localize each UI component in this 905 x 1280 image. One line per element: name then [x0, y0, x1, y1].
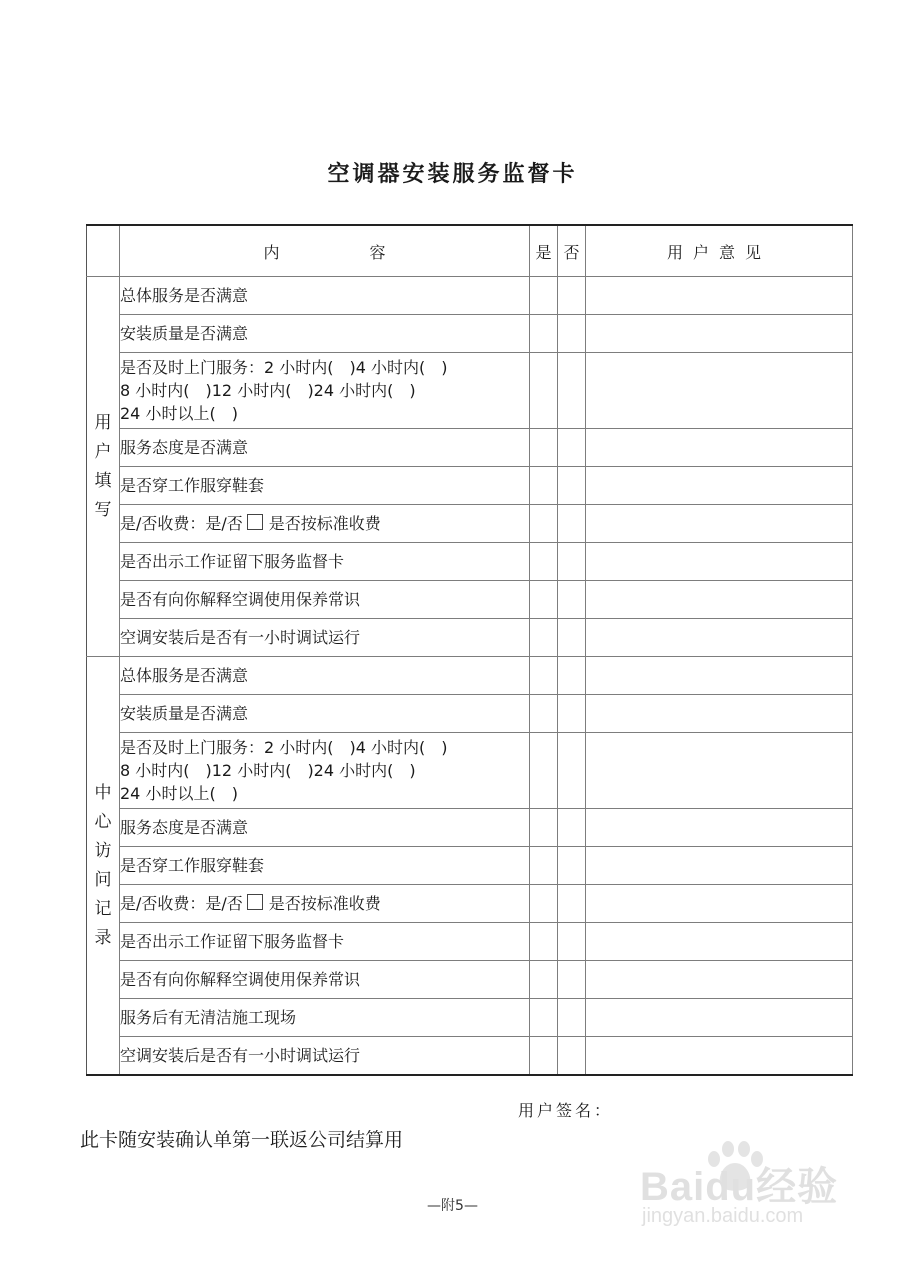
table-row — [87, 885, 853, 923]
opinion-cell[interactable] — [586, 277, 853, 315]
opinion-cell[interactable] — [586, 1037, 853, 1076]
opinion-cell[interactable] — [586, 961, 853, 999]
yes-cell[interactable] — [530, 505, 558, 543]
yes-cell[interactable] — [530, 961, 558, 999]
table-row — [87, 581, 853, 619]
supervision-table — [86, 224, 853, 1076]
yes-cell[interactable] — [530, 847, 558, 885]
settlement-note: 此卡随安装确认单第一联返公司结算用 — [80, 1129, 404, 1151]
table-row — [87, 619, 853, 657]
table-row — [87, 847, 853, 885]
section-char: 访 — [94, 840, 112, 861]
opinion-cell[interactable] — [586, 581, 853, 619]
page-footer: —附5— — [427, 1198, 478, 1214]
opinion-cell[interactable] — [586, 999, 853, 1037]
table-row — [87, 923, 853, 961]
opinion-cell[interactable] — [586, 657, 853, 695]
no-cell[interactable] — [558, 619, 586, 657]
no-cell[interactable] — [558, 353, 586, 429]
section-char: 心 — [94, 811, 112, 832]
yes-cell[interactable] — [530, 543, 558, 581]
no-cell[interactable] — [558, 923, 586, 961]
row-label: 空调安装后是否有一小时调试运行 — [120, 1037, 530, 1076]
yes-cell[interactable] — [530, 277, 558, 315]
row-label: 安装质量是否满意 — [120, 695, 530, 733]
baidu-watermark — [640, 1145, 870, 1240]
table-row — [87, 657, 853, 695]
no-cell[interactable] — [558, 733, 586, 809]
no-cell[interactable] — [558, 885, 586, 923]
section-char: 用 — [94, 412, 112, 433]
opinion-cell[interactable] — [586, 315, 853, 353]
header-no: 否 — [558, 225, 586, 277]
no-cell[interactable] — [558, 1037, 586, 1076]
yes-cell[interactable] — [530, 581, 558, 619]
table-row — [87, 733, 853, 809]
table-row — [87, 315, 853, 353]
table-row — [87, 429, 853, 467]
row-label-charge — [120, 505, 530, 543]
no-cell[interactable] — [558, 657, 586, 695]
row-label-timing — [120, 353, 530, 429]
standard-charge-label: 是否按标准收费 — [268, 514, 381, 533]
yes-cell[interactable] — [530, 695, 558, 733]
opinion-cell[interactable] — [586, 847, 853, 885]
header-content-right: 容 — [369, 242, 386, 262]
table-row — [87, 999, 853, 1037]
table-row — [87, 1037, 853, 1076]
row-label: 服务态度是否满意 — [120, 809, 530, 847]
yes-cell[interactable] — [530, 429, 558, 467]
no-cell[interactable] — [558, 505, 586, 543]
row-label: 是否出示工作证留下服务监督卡 — [120, 543, 530, 581]
no-cell[interactable] — [558, 695, 586, 733]
header-row — [87, 225, 853, 277]
yes-cell[interactable] — [530, 315, 558, 353]
header-content-left: 内 — [263, 242, 280, 262]
section-char: 录 — [94, 927, 112, 948]
page-title: 空调器安装服务监督卡 — [327, 162, 578, 187]
row-label: 是否穿工作服穿鞋套 — [120, 847, 530, 885]
row-label: 是否出示工作证留下服务监督卡 — [120, 923, 530, 961]
table-row — [87, 695, 853, 733]
table-row — [87, 505, 853, 543]
no-cell[interactable] — [558, 809, 586, 847]
no-cell[interactable] — [558, 999, 586, 1037]
opinion-cell[interactable] — [586, 543, 853, 581]
table-row — [87, 277, 853, 315]
row-label: 是否穿工作服穿鞋套 — [120, 467, 530, 505]
yes-cell[interactable] — [530, 885, 558, 923]
watermark-text: Baidu经验 — [640, 1165, 839, 1209]
section-char: 写 — [94, 499, 112, 520]
yes-cell[interactable] — [530, 733, 558, 809]
yes-cell[interactable] — [530, 467, 558, 505]
row-label: 总体服务是否满意 — [120, 277, 530, 315]
table-row — [87, 543, 853, 581]
section-char: 记 — [94, 898, 112, 919]
row-label: 空调安装后是否有一小时调试运行 — [120, 619, 530, 657]
timing-line: 24 小时以上( ) — [120, 784, 238, 803]
yes-cell[interactable] — [530, 923, 558, 961]
standard-charge-label: 是否按标准收费 — [268, 894, 381, 913]
yes-cell[interactable] — [530, 1037, 558, 1076]
no-cell[interactable] — [558, 581, 586, 619]
yes-cell[interactable] — [530, 657, 558, 695]
charge-label: 是/否收费：是/否 — [120, 894, 243, 913]
timing-line: 是否及时上门服务：2 小时内( )4 小时内( ) — [120, 358, 448, 377]
opinion-cell[interactable] — [586, 885, 853, 923]
no-cell[interactable] — [558, 961, 586, 999]
yes-cell[interactable] — [530, 809, 558, 847]
opinion-cell[interactable] — [586, 695, 853, 733]
no-cell[interactable] — [558, 467, 586, 505]
row-label: 安装质量是否满意 — [120, 315, 530, 353]
table-row — [87, 809, 853, 847]
row-label: 服务后有无清洁施工现场 — [120, 999, 530, 1037]
opinion-cell[interactable] — [586, 809, 853, 847]
timing-line: 是否及时上门服务：2 小时内( )4 小时内( ) — [120, 738, 448, 757]
row-label: 是否有向你解释空调使用保养常识 — [120, 581, 530, 619]
header-content — [120, 225, 530, 277]
header-opinion: 用户意见 — [586, 225, 853, 277]
yes-cell[interactable] — [530, 999, 558, 1037]
opinion-cell[interactable] — [586, 505, 853, 543]
checkbox[interactable] — [247, 894, 263, 910]
header-blank — [87, 225, 120, 277]
section-char: 填 — [94, 470, 112, 491]
opinion-cell[interactable] — [586, 923, 853, 961]
table-row — [87, 353, 853, 429]
section-char: 户 — [94, 441, 112, 462]
timing-line: 8 小时内( )12 小时内( )24 小时内( ) — [120, 381, 416, 400]
row-label-timing — [120, 733, 530, 809]
signature-label: 用户签名： — [518, 1101, 614, 1120]
no-cell[interactable] — [558, 429, 586, 467]
row-label: 总体服务是否满意 — [120, 657, 530, 695]
charge-label: 是/否收费：是/否 — [120, 514, 243, 533]
row-label-charge — [120, 885, 530, 923]
table-row — [87, 961, 853, 999]
opinion-cell[interactable] — [586, 619, 853, 657]
opinion-cell[interactable] — [586, 429, 853, 467]
section-label-center — [87, 657, 120, 1076]
section-char: 问 — [94, 869, 112, 890]
no-cell[interactable] — [558, 847, 586, 885]
yes-cell[interactable] — [530, 353, 558, 429]
watermark-url: jingyan.baidu.com — [642, 1205, 804, 1227]
no-cell[interactable] — [558, 543, 586, 581]
opinion-cell[interactable] — [586, 733, 853, 809]
row-label: 服务态度是否满意 — [120, 429, 530, 467]
timing-line: 24 小时以上( ) — [120, 404, 238, 423]
row-label: 是否有向你解释空调使用保养常识 — [120, 961, 530, 999]
timing-line: 8 小时内( )12 小时内( )24 小时内( ) — [120, 761, 416, 780]
header-yes: 是 — [530, 225, 558, 277]
checkbox[interactable] — [247, 514, 263, 530]
opinion-cell[interactable] — [586, 353, 853, 429]
no-cell[interactable] — [558, 277, 586, 315]
yes-cell[interactable] — [530, 619, 558, 657]
opinion-cell[interactable] — [586, 467, 853, 505]
table-row — [87, 467, 853, 505]
section-char: 中 — [94, 782, 112, 803]
section-label-user — [87, 277, 120, 657]
no-cell[interactable] — [558, 315, 586, 353]
